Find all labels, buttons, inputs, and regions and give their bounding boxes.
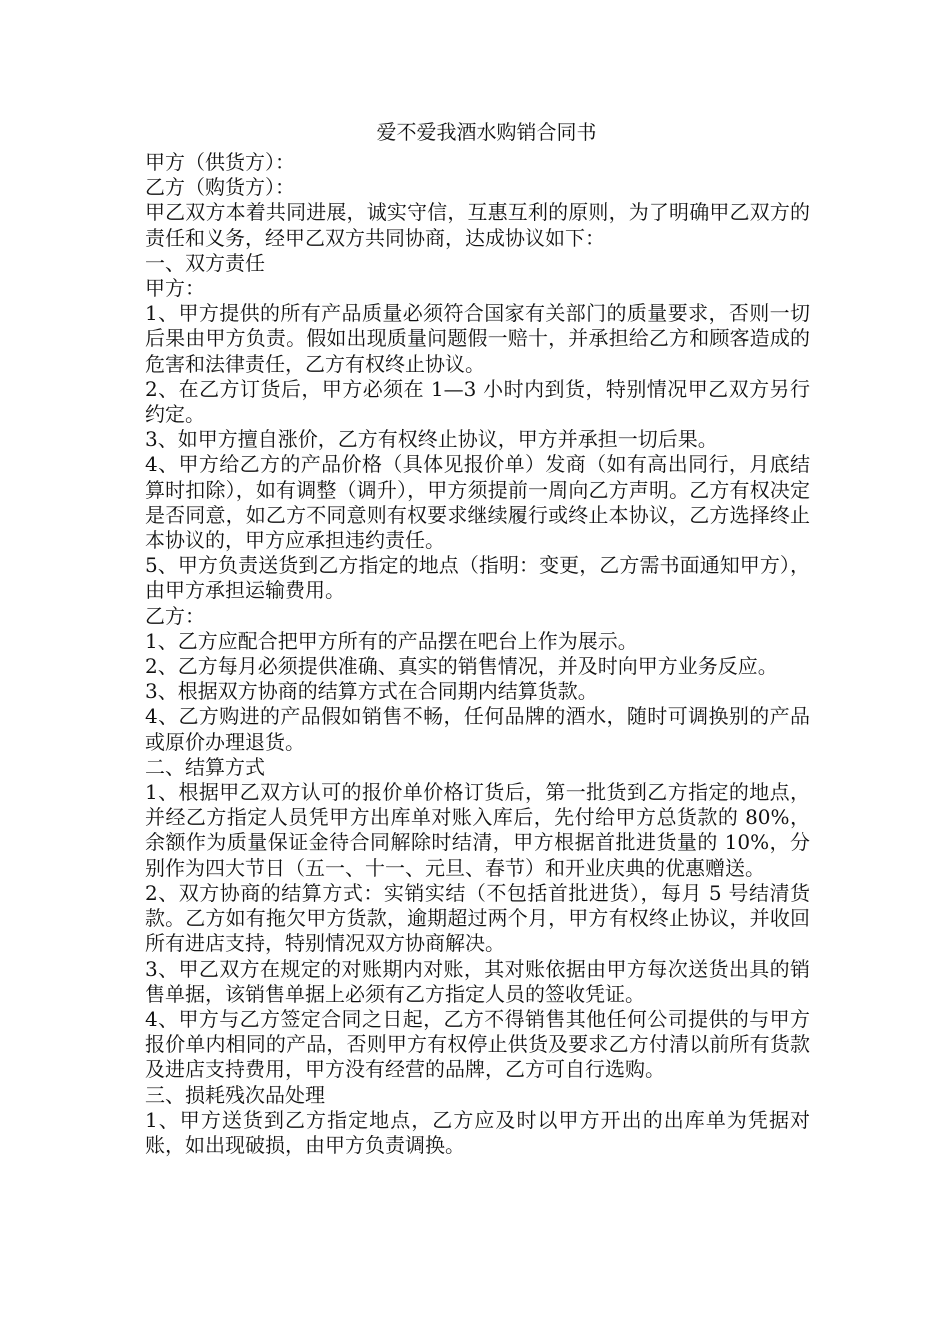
section-heading: 二、结算方式 [145,754,265,779]
section-heading: 三、损耗残次品处理 [145,1082,325,1107]
clause: 1、甲方提供的所有产品质量必须符合国家有关部门的质量要求，否则一切后果由甲方负责。假如出现质量问题假一赔十，并承担给乙方和顾客造成的危害和法律责任，乙方有权终止协议。 [145,301,810,376]
contract-document [145,118,810,1158]
clause: 3、甲乙双方在规定的对账期内对账，其对账依据由甲方每次送货出具的销售单据，该销售单据上必须有乙方指定人员的签收凭证。 [145,956,810,1006]
clause: 4、甲方与乙方签定合同之日起，乙方不得销售其他任何公司提供的与甲方报价单内相同的产品，否则甲方有权停止供货及要求乙方付清以前所有货款及进店支持费用，甲方没有经营的品牌，乙方可自行选购。 [145,1006,810,1082]
party-b-heading: 乙方： [145,603,205,628]
clause: 2、双方协商的结算方式：实销实结（不包括首批进货），每月 5 号结清货款。乙方如有拖欠甲方货款，逾期超过两个月，甲方有权终止协议，并收回所有进店支持，特别情况双方协商解决。 [145,880,810,956]
clause: 2、乙方每月必须提供准确、真实的销售情况，并及时向甲方业务反应。 [145,654,778,679]
clause: 5、甲方负责送货到乙方指定的地点（指明：变更，乙方需书面通知甲方），由甲方承担运输费用。 [145,553,810,603]
clause: 3、如甲方擅自涨价，乙方有权终止协议，甲方并承担一切后果。 [145,427,718,452]
clause: 3、根据双方协商的结算方式在合同期内结算货款。 [145,679,598,704]
clause: 4、甲方给乙方的产品价格（具体见报价单）发商（如有高出同行，月底结算时扣除），如有调整（调升），甲方须提前一周向乙方声明。乙方有权决定是否同意，如乙方不同意则有权要求继续履行或终止本协议，乙方选择终止本协议的，甲方应承担违约责任。 [145,452,810,553]
party-a-line: 甲方（供货方）： [145,150,295,174]
clause: 1、甲方送货到乙方指定地点，乙方应及时以甲方开出的出库单为凭据对账，如出现破损，由甲方负责调换。 [145,1107,810,1157]
clause: 4、乙方购进的产品假如销售不畅，任何品牌的酒水，随时可调换别的产品或原价办理退货。 [145,704,810,754]
section-heading: 一、双方责任 [145,250,265,275]
clause: 1、乙方应配合把甲方所有的产品摆在吧台上作为展示。 [145,628,638,653]
clause: 1、根据甲乙双方认可的报价单价格订货后，第一批货到乙方指定的地点，并经乙方指定人员凭甲方出库单对账入库后，先付给甲方总货款的 80%，余额作为质量保证金待合同解除时结清，甲方根据首批进货量的 10%，分别作为四大节日（五一、十一、元旦、春节）和开业庆典的优惠赠送。 [145,780,810,880]
party-a-heading: 甲方： [145,276,205,301]
clause: 2、在乙方订货后，甲方必须在 1—3 小时内到货，特别情况甲乙双方另行约定。 [145,376,810,427]
party-b-line: 乙方（购货方）： [145,175,295,200]
preamble: 甲乙双方本着共同进展，诚实守信，互惠互利的原则，为了明确甲乙双方的责任和义务，经甲乙双方共同协商，达成协议如下： [145,200,810,250]
document-title: 爱不爱我酒水购销合同书 [376,120,597,144]
